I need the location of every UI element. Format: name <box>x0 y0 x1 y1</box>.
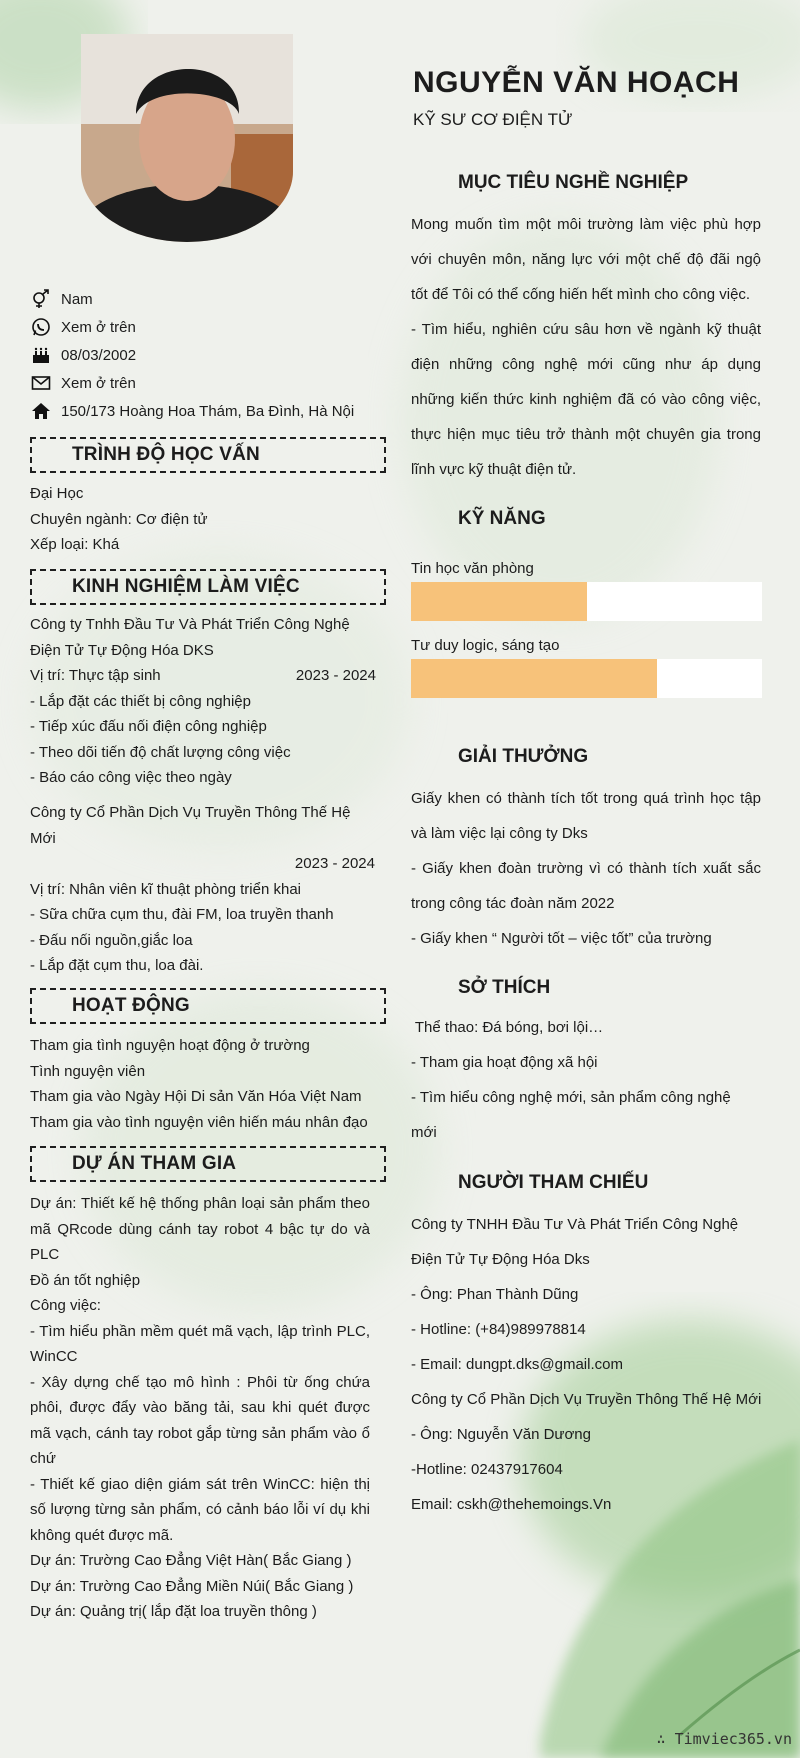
projects-content <box>30 1191 370 1625</box>
education-content <box>30 481 370 558</box>
objective-content <box>411 207 761 487</box>
awards-content <box>411 781 761 956</box>
hobby-item: Thể thao: Đá bóng, bơi lội… <box>411 1019 604 1036</box>
phone-value: Xem ở trên <box>61 318 136 336</box>
hobbies-content <box>411 1010 741 1150</box>
phone-row <box>30 313 380 341</box>
project-item: - Tìm hiểu phần mềm quét mã vạch, lập trình PLC, WinCC <box>30 1322 370 1365</box>
gender-icon <box>30 289 52 309</box>
job-task: - Tiếp xúc đấu nối điện công nghiệp <box>30 718 267 735</box>
job-task: - Đấu nối nguồn,giắc loa <box>30 931 193 949</box>
activity-item: Tham gia vào Ngày Hội Di sản Văn Hóa Việt Nam <box>30 1088 362 1105</box>
objective-paragraph: - Tìm hiểu, nghiên cứu sâu hơn về ngành kỹ thuật điện những công nghệ mới cũng như áp dụng những kiến thức kinh nghiệm đã có vào công việc, thực hiện mục tiêu trở thành một chuyên gia trong lĩnh vực kỹ thuật điện tử. <box>411 321 761 478</box>
reference-item: Công ty Cổ Phần Dịch Vụ Truyền Thông Thế Hệ Mới <box>411 1391 762 1408</box>
references-heading: NGƯỜI THAM CHIẾU <box>458 1172 649 1193</box>
project-item: Đồ án tốt nghiệp <box>30 1271 141 1289</box>
job-company: Công ty Cổ Phần Dịch Vụ Truyền Thông Thế Hệ Mới <box>30 804 351 847</box>
award-item: - Giấy khen đoàn trường vì có thành tích xuất sắc trong công tác đoàn năm 2022 <box>411 860 761 912</box>
skill-bar-fill <box>411 582 587 621</box>
reference-item: - Ông: Phan Thành Dũng <box>411 1286 579 1303</box>
awards-heading: GIẢI THƯỞNG <box>458 746 589 767</box>
watermark-logo: ∴ Timviec365.vn <box>656 1730 792 1748</box>
reference-item: - Email: dungpt.dks@gmail.com <box>411 1356 623 1373</box>
objective-paragraph: Mong muốn tìm một môi trường làm việc phù hợp với chuyên môn, năng lực với một chế độ đãi ngộ tốt để Tôi có thể cống hiến hết mình cho công việc. <box>411 216 761 303</box>
job-company: Công ty Tnhh Đầu Tư Và Phát Triển Công Nghệ Điện Tử Tự Động Hóa DKS <box>30 616 350 659</box>
reference-item: Email: cskh@thehemoings.Vn <box>411 1496 612 1513</box>
skill-bar <box>411 582 762 621</box>
job-position: Vị trí: Thực tập sinh <box>30 667 161 684</box>
projects-heading: DỰ ÁN THAM GIA <box>30 1146 386 1182</box>
gender-row <box>30 285 380 313</box>
hobby-item: - Tham gia hoạt động xã hội <box>411 1054 598 1071</box>
project-item: Dự án: Quảng trị( lắp đặt loa truyền thông ) <box>30 1603 317 1620</box>
skill-bar-fill <box>411 659 657 698</box>
education-degree: Đại Học <box>30 485 84 502</box>
education-grade: Xếp loại: Khá <box>30 536 120 553</box>
email-row <box>30 369 380 397</box>
birthday-row <box>30 341 380 369</box>
job-task: - Sữa chữa cụm thu, đài FM, loa truyền thanh <box>30 906 334 923</box>
job-task: - Lắp đặt cụm thu, loa đài. <box>30 957 204 974</box>
skills-heading: KỸ NĂNG <box>458 508 546 529</box>
activities-heading: HOẠT ĐỘNG <box>30 988 386 1024</box>
references-content <box>411 1207 766 1522</box>
skill-label: Tin học văn phòng <box>411 560 534 577</box>
job-task: - Theo dõi tiến độ chất lượng công việc <box>30 743 291 761</box>
hobbies-heading: SỞ THÍCH <box>458 977 551 998</box>
project-item: Dự án: Trường Cao Đẳng Miền Núi( Bắc Giang ) <box>30 1577 354 1595</box>
birthday-cake-icon <box>30 345 52 365</box>
project-item: - Xây dựng chế tạo mô hình : Phôi từ ống chứa phôi, được đẩy vào băng tải, sau khi quét được mã vạch, cánh tay robot gắp từng sản phẩm vào ổ chứ <box>30 1373 370 1467</box>
award-item: Giấy khen có thành tích tốt trong quá trình học tập và làm việc lại công ty Dks <box>411 790 761 842</box>
project-item: Dự án: Thiết kế hệ thống phân loại sản phẩm theo mã QRcode dùng cánh tay robot 4 bậc tự do và PLC <box>30 1195 370 1263</box>
project-item: Dự án: Trường Cao Đẳng Việt Hàn( Bắc Giang ) <box>30 1552 352 1569</box>
experience-heading: KINH NGHIỆM LÀM VIỆC <box>30 569 386 605</box>
job-task: - Lắp đặt các thiết bị công nghiệp <box>30 692 251 710</box>
whatsapp-phone-icon <box>30 317 52 337</box>
email-value: Xem ở trên <box>61 374 136 392</box>
address-row <box>30 397 380 425</box>
activity-item: Tham gia tình nguyện hoạt động ở trường <box>30 1037 310 1054</box>
experience-job-2 <box>30 800 375 979</box>
hobby-item: - Tìm hiểu công nghệ mới, sản phẩm công nghệ mới <box>411 1089 731 1141</box>
birthday-value: 08/03/2002 <box>61 346 137 364</box>
skill-label: Tư duy logic, sáng tạo <box>411 637 560 654</box>
reference-item: - Hotline: (+84)989978814 <box>411 1321 586 1338</box>
candidate-name: NGUYỄN VĂN HOẠCH <box>413 66 740 99</box>
award-item: - Giấy khen “ Người tốt – việc tốt” của trường <box>411 930 712 947</box>
address-value: 150/173 Hoàng Hoa Thám, Ba Đình, Hà Nội <box>61 402 355 420</box>
education-major: Chuyên ngành: Cơ điện tử <box>30 510 208 528</box>
project-item: - Thiết kế giao diện giám sát trên WinCC: hiện thị số lượng từng sản phẩm, có cảnh báo lỗi ví dụ khi không quét được mã. <box>30 1475 370 1544</box>
skill-bar <box>411 659 762 698</box>
reference-item: Công ty TNHH Đầu Tư Và Phát Triển Công Nghệ Điện Tử Tự Động Hóa Dks <box>411 1216 739 1268</box>
candidate-job-title: KỸ SƯ CƠ ĐIỆN TỬ <box>413 110 573 129</box>
envelope-icon <box>30 373 52 393</box>
experience-job-1 <box>30 612 375 791</box>
job-period: 2023 - 2024 <box>294 855 375 872</box>
reference-item: -Hotline: 02437917604 <box>411 1461 563 1478</box>
job-position: Vị trí: Nhân viên kĩ thuật phòng triển khai <box>30 880 301 898</box>
contact-info <box>30 285 380 425</box>
project-item: Công việc: <box>30 1297 101 1314</box>
gender-value: Nam <box>61 290 93 308</box>
activity-item: Tình nguyện viên <box>30 1062 146 1080</box>
education-heading: TRÌNH ĐỘ HỌC VẤN <box>30 437 386 473</box>
activity-item: Tham gia vào tình nguyện viên hiến máu nhân đạo <box>30 1113 368 1131</box>
profile-photo <box>81 34 293 242</box>
home-icon <box>30 401 52 421</box>
activities-content <box>30 1033 380 1135</box>
reference-item: - Ông: Nguyễn Văn Dương <box>411 1426 591 1443</box>
job-task: - Báo cáo công việc theo ngày <box>30 769 232 786</box>
objective-heading: MỤC TIÊU NGHỀ NGHIỆP <box>458 172 689 193</box>
job-period: 2023 - 2024 <box>295 667 376 684</box>
